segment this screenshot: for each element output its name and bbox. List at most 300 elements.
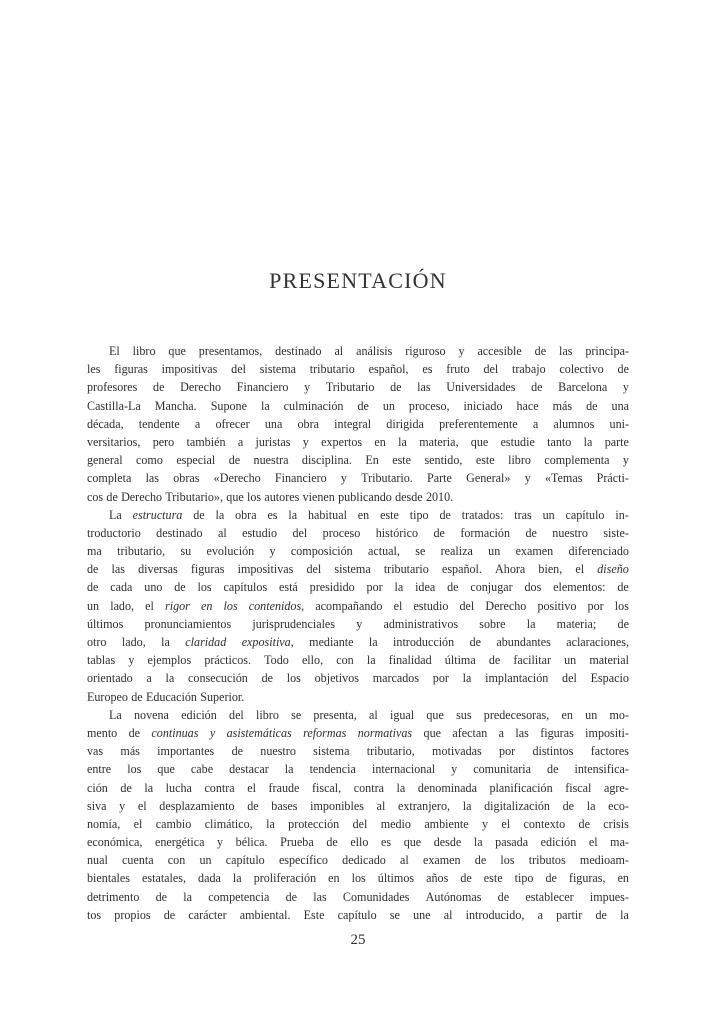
word: administrativos: [383, 616, 459, 631]
word: positivo: [537, 598, 577, 613]
word: introducción: [393, 635, 455, 649]
word: el: [575, 562, 585, 577]
word: Superior.: [200, 689, 245, 704]
text-line: [87, 397, 629, 415]
word: une: [413, 907, 431, 922]
word: al: [334, 344, 344, 358]
word: figuras: [114, 362, 148, 377]
word: motivadas: [432, 744, 482, 759]
word: facilitar: [513, 653, 551, 668]
text-line: [87, 869, 629, 887]
word: la: [215, 507, 225, 522]
word: fiscal: [565, 780, 592, 795]
word: que: [226, 489, 244, 504]
text-line: [87, 560, 629, 578]
text-line: [87, 524, 629, 542]
word: de: [595, 907, 607, 922]
word: la: [260, 398, 270, 413]
word: Universidades: [446, 380, 516, 395]
word: de: [120, 780, 132, 795]
word: de: [285, 889, 298, 904]
word: una: [264, 416, 283, 431]
word: expositiva,: [241, 635, 294, 649]
word: bien,: [538, 562, 563, 577]
word: prácticos.: [204, 653, 251, 668]
word: el: [393, 598, 403, 613]
word: formación: [460, 525, 511, 540]
word: y: [209, 725, 216, 740]
text-line: [87, 815, 629, 833]
word: presidido: [309, 580, 355, 595]
word: Educación: [145, 689, 197, 704]
word: un: [585, 707, 598, 722]
word: estudio: [413, 598, 449, 613]
word: específico: [278, 853, 328, 868]
word: afectan: [452, 725, 488, 740]
word: un: [199, 853, 212, 868]
word: establecer: [525, 889, 574, 904]
word: de: [545, 871, 557, 886]
word: en: [328, 871, 340, 886]
word: tributario,: [366, 744, 415, 759]
word: destinado: [156, 525, 203, 540]
word: las: [515, 725, 529, 740]
text-line: [87, 342, 629, 360]
word: un: [542, 507, 555, 522]
word: de: [106, 489, 118, 504]
word: especial: [176, 453, 216, 468]
text-line: [87, 451, 629, 469]
word: la: [583, 434, 593, 449]
page-title: PRESENTACIÓN: [269, 268, 447, 293]
word: Castilla-La: [87, 398, 141, 413]
word: diseño: [597, 562, 629, 577]
word: versitarios,: [87, 434, 141, 449]
word: examen: [515, 544, 554, 559]
word: reformas: [303, 725, 347, 740]
word: la: [284, 762, 294, 777]
word: y: [451, 762, 458, 777]
word: elementos:: [553, 580, 606, 595]
text-line: [87, 360, 629, 378]
word: «Temas: [544, 471, 583, 486]
word: General»: [466, 471, 511, 486]
word: ambiental.: [239, 907, 291, 922]
word: publicando: [338, 489, 392, 504]
word: sistema: [259, 362, 296, 377]
text-line: [87, 469, 629, 487]
word: El: [109, 344, 120, 358]
word: de: [153, 380, 165, 395]
word: 2010.: [425, 489, 454, 504]
word: figuras: [190, 562, 225, 577]
word: les: [87, 362, 101, 377]
word: es: [267, 507, 278, 522]
word: novena: [134, 707, 169, 722]
word: tributario: [383, 562, 429, 577]
word: de: [131, 689, 143, 704]
word: de: [586, 398, 598, 413]
word: uni-: [609, 416, 629, 431]
word: los: [286, 671, 301, 686]
word: de: [128, 725, 141, 740]
word: riguroso: [405, 344, 446, 358]
word: de: [460, 871, 472, 886]
word: materia;: [556, 616, 597, 631]
word: siva: [87, 798, 107, 813]
word: tendencia: [309, 762, 356, 777]
word: la: [396, 780, 406, 795]
word: destinado: [275, 344, 322, 358]
word: general: [87, 453, 123, 468]
word: juristas: [255, 434, 291, 449]
word: dada: [198, 871, 221, 886]
word: más: [120, 744, 140, 759]
word: obra: [297, 416, 319, 431]
word: figuras,: [568, 871, 606, 886]
word: es: [422, 362, 433, 377]
word: por: [499, 744, 516, 759]
word: últimos: [87, 616, 124, 631]
word: Prueba: [280, 835, 314, 850]
word: siste-: [603, 525, 629, 540]
word: La: [109, 507, 122, 522]
word: que: [423, 725, 441, 740]
word: la: [266, 816, 275, 831]
word: digitalización: [484, 798, 550, 813]
word: los: [500, 853, 515, 868]
word: de: [155, 889, 168, 904]
word: análisis: [356, 344, 393, 358]
word: predecesoras,: [483, 707, 550, 722]
word: del: [352, 816, 368, 831]
word: en: [561, 707, 573, 722]
word: Prácti-: [596, 471, 629, 486]
word: lado,: [110, 598, 135, 613]
word: últimos: [377, 871, 415, 886]
word: Espacio: [590, 671, 629, 686]
word: parte: [604, 434, 629, 449]
word: materia,: [419, 434, 459, 449]
word: su: [180, 544, 192, 559]
word: libro: [508, 453, 531, 468]
word: claridad: [185, 635, 227, 649]
word: de: [193, 507, 205, 522]
word: imponibles: [310, 798, 364, 813]
body-text: [87, 342, 629, 924]
word: iniciado: [463, 398, 503, 413]
word: español.: [441, 562, 482, 577]
word: contra: [204, 780, 235, 795]
word: culminación: [283, 398, 344, 413]
word: las: [145, 471, 159, 486]
word: impositivas: [161, 362, 218, 377]
word: de: [474, 853, 487, 868]
word: dos: [524, 580, 542, 595]
word: la: [288, 507, 298, 522]
word: la: [394, 580, 404, 595]
word: el: [588, 835, 598, 850]
word: composición: [290, 544, 353, 559]
word: finalidad: [388, 653, 432, 668]
word: bientales: [87, 871, 130, 886]
word: tributario: [309, 362, 355, 377]
word: pero: [152, 434, 175, 449]
word: bélica.: [235, 835, 268, 850]
word: estatales,: [142, 871, 187, 886]
word: la: [398, 434, 407, 449]
word: de: [163, 907, 176, 922]
word: La: [109, 707, 122, 722]
word: tendente: [138, 416, 180, 431]
word: la: [368, 635, 378, 649]
word: de: [357, 398, 369, 413]
word: presenta,: [313, 707, 357, 722]
text-line: [87, 542, 629, 560]
word: eco-: [608, 798, 629, 813]
word: fruto: [446, 362, 470, 377]
word: Derecho: [121, 489, 163, 504]
word: diversas: [138, 562, 178, 577]
word: al: [443, 907, 453, 922]
word: carácter: [188, 907, 227, 922]
word: tratados:: [461, 507, 504, 522]
word: Barcelona: [558, 380, 608, 395]
word: en: [374, 434, 386, 449]
word: los: [223, 598, 238, 613]
word: tanto: [547, 434, 572, 449]
word: contexto: [523, 816, 566, 831]
word: destacar: [229, 762, 269, 777]
word: una: [611, 398, 629, 413]
word: cos: [87, 489, 104, 504]
word: de: [447, 580, 459, 595]
text-line: [87, 851, 629, 869]
text-line: [87, 378, 629, 396]
word: a: [537, 907, 543, 922]
word: de: [390, 380, 402, 395]
word: del: [562, 671, 577, 686]
word: de: [231, 744, 243, 759]
word: y: [269, 544, 276, 559]
word: Financiero: [236, 380, 289, 395]
word: ambiente: [424, 816, 469, 831]
word: estudio: [242, 525, 278, 540]
text-line: [87, 742, 629, 760]
text-line: [87, 669, 629, 687]
word: capítulos: [223, 580, 268, 595]
word: nuestra: [253, 453, 289, 468]
word: distintos: [532, 744, 574, 759]
word: la: [526, 616, 536, 631]
word: nomía,: [87, 816, 121, 831]
word: que: [426, 707, 444, 722]
word: complementa: [544, 453, 610, 468]
word: fiscal,: [311, 780, 342, 795]
word: medioam-: [579, 853, 629, 868]
word: la: [232, 871, 242, 886]
word: in-: [615, 507, 629, 522]
word: estudie: [500, 434, 535, 449]
word: mento: [87, 725, 118, 740]
word: mo-: [609, 707, 629, 722]
word: obra: [235, 507, 257, 522]
word: conjugar: [470, 580, 513, 595]
word: acompañando: [315, 598, 383, 613]
word: que: [403, 835, 422, 850]
word: de: [488, 653, 501, 668]
word: abundantes: [496, 635, 551, 649]
word: de: [87, 562, 99, 577]
word: los: [351, 871, 366, 886]
word: un: [564, 653, 577, 668]
word: del: [231, 362, 246, 377]
word: crisis: [603, 816, 629, 831]
text-line: [87, 633, 629, 651]
word: tributario,: [117, 544, 166, 559]
word: tos: [87, 907, 102, 922]
word: de: [228, 453, 241, 468]
word: la: [620, 907, 629, 922]
word: del: [459, 598, 475, 613]
word: asistemáticas: [226, 725, 292, 740]
word: sistema: [334, 562, 371, 577]
word: y: [622, 453, 629, 468]
word: ción: [87, 780, 108, 795]
word: proceso,: [408, 398, 450, 413]
word: En: [365, 453, 379, 468]
text-line: [87, 706, 629, 724]
text-line: [87, 833, 629, 851]
word: histórico: [375, 525, 419, 540]
word: en: [357, 507, 370, 522]
word: y: [622, 380, 629, 395]
word: bases: [271, 798, 298, 813]
word: «Derecho: [213, 471, 261, 486]
text-line: [87, 597, 629, 615]
word: años: [426, 871, 449, 886]
word: diferenciado: [568, 544, 629, 559]
text-line: [87, 506, 629, 524]
word: sistema: [313, 744, 350, 759]
word: alumnos: [553, 416, 595, 431]
word: sus: [456, 707, 472, 722]
word: de: [326, 835, 338, 850]
word: desde: [395, 489, 423, 504]
word: de: [87, 580, 99, 595]
word: Supone: [210, 398, 247, 413]
word: de: [497, 889, 510, 904]
word: dedicado: [342, 853, 386, 868]
word: cambio: [155, 816, 192, 831]
word: tipo: [514, 871, 534, 886]
word: tras: [514, 507, 532, 522]
word: realiza: [440, 544, 473, 559]
word: Comunidades: [342, 889, 410, 904]
word: la: [144, 780, 154, 795]
word: el: [145, 598, 154, 613]
word: el: [133, 816, 143, 831]
word: a: [532, 416, 539, 431]
word: ma: [87, 544, 102, 559]
word: de: [578, 816, 590, 831]
word: la: [586, 798, 596, 813]
word: las: [558, 344, 573, 358]
word: y: [482, 816, 489, 831]
word: que: [470, 434, 489, 449]
word: contra: [353, 780, 384, 795]
word: mediante: [309, 635, 354, 649]
word: cabe: [190, 762, 214, 777]
word: de: [174, 580, 186, 595]
word: se: [389, 907, 400, 922]
word: igual: [389, 707, 415, 722]
word: capítulo: [225, 853, 265, 868]
word: y: [340, 471, 347, 486]
word: Derecho: [180, 380, 222, 395]
word: Tributario»,: [165, 489, 223, 504]
word: que: [157, 762, 175, 777]
word: y: [128, 653, 135, 668]
word: la: [473, 835, 483, 850]
word: fraude: [268, 780, 300, 795]
word: el: [247, 780, 256, 795]
word: y: [304, 380, 311, 395]
word: ma-: [610, 835, 629, 850]
word: accesible: [477, 344, 522, 358]
word: el: [137, 798, 147, 813]
word: y: [119, 798, 126, 813]
word: competencia: [208, 889, 270, 904]
word: jurisprudenciales: [252, 616, 336, 631]
word: este: [392, 453, 412, 468]
text-line: [87, 906, 629, 924]
word: del: [229, 707, 244, 722]
word: Este: [303, 907, 325, 922]
word: sobre: [479, 616, 506, 631]
word: nuestro: [260, 744, 296, 759]
word: de: [562, 798, 575, 813]
word: otro: [87, 635, 107, 649]
word: la: [165, 671, 175, 686]
word: español,: [368, 362, 409, 377]
word: también: [186, 434, 226, 449]
word: con: [167, 853, 186, 868]
word: las: [313, 889, 327, 904]
text-line: [87, 688, 629, 706]
word: que: [168, 344, 186, 358]
text-line: [87, 433, 629, 451]
word: factores: [590, 744, 629, 759]
word: propios: [114, 907, 151, 922]
word: Ahora: [495, 562, 526, 577]
word: los: [614, 598, 629, 613]
word: sentido,: [424, 453, 463, 468]
word: a: [498, 725, 505, 740]
word: la: [183, 889, 193, 904]
word: marcados: [372, 671, 420, 686]
word: y: [356, 616, 363, 631]
word: normativas: [357, 725, 413, 740]
word: este: [475, 453, 495, 468]
word: de: [261, 671, 273, 686]
word: por: [587, 598, 604, 613]
word: de: [439, 507, 451, 522]
word: este: [380, 507, 399, 522]
word: detrimento: [87, 889, 140, 904]
word: expertos: [321, 434, 363, 449]
word: de: [617, 362, 629, 377]
